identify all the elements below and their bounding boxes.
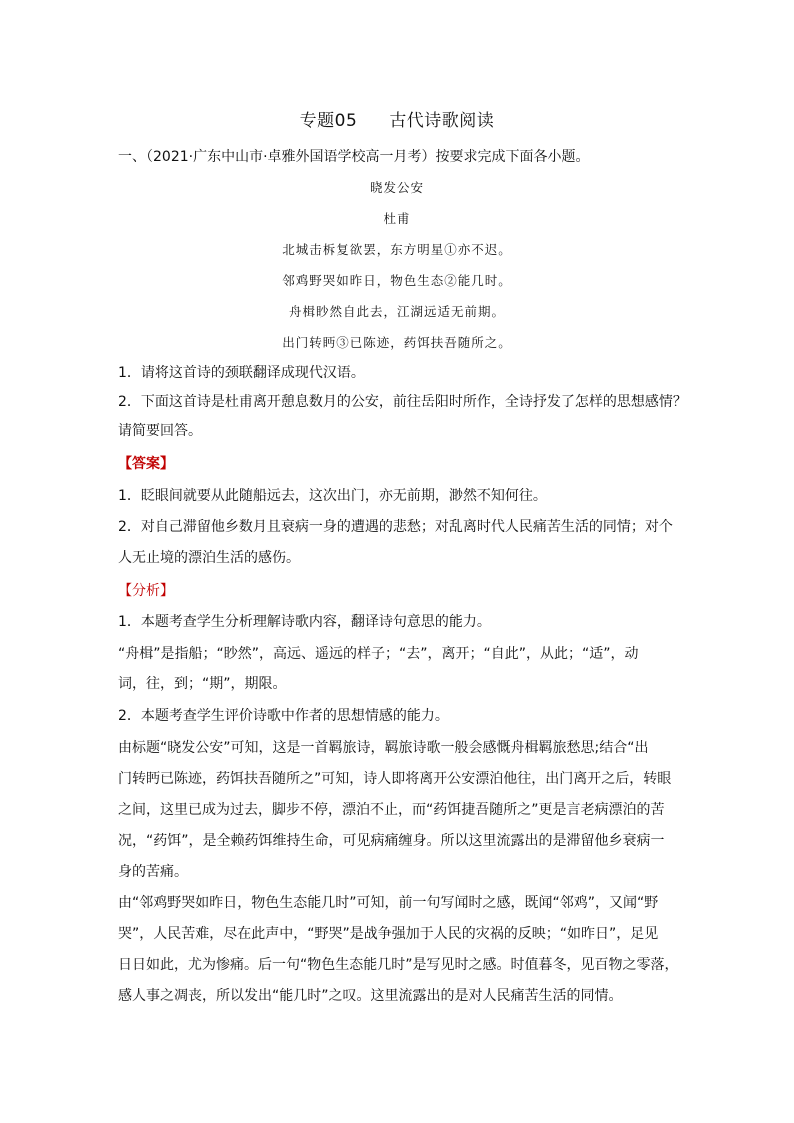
question-1: 1．请将这首诗的颈联翻译成现代汉语。 [118,365,365,381]
analysis-line: “舟楫”是指船；“眇然”，高远、遥远的样子；“去”，离开；“自此”，从此；“适”，动 [118,646,639,662]
question-intro: 一、（2021·广东中山市·卓雅外国语学校高一月考）按要求完成下面各小题。 [118,149,590,165]
poem-line: 出门转眄③已陈迹，药饵扶吾随所之。 [282,335,512,350]
analysis-label: 【分析】 [118,583,174,599]
analysis-line: 之间，这里已成为过去，脚步不停，漂泊不止，而“药饵捷吾随所之”更是言老病漂泊的苦 [118,802,665,818]
answer-2: 2．对自己滞留他乡数月且衰病一身的遭遇的悲愁；对乱离时代人民痛苦生活的同情；对个 [118,519,673,535]
poem-line: 北城击柝复欲罢，东方明星①亦不迟。 [282,242,512,257]
title-topic-name: 古代诗歌阅读 [389,111,495,131]
analysis-line: 由“邻鸡野哭如昨日，物色生态能几时”可知，前一句写闻时之感，既闻“邻鸡”，又闻“野 [118,895,659,911]
analysis-line: 哭”，人民苦难，尽在此声中，“野哭”是战争强加于人民的灾祸的反映；“如昨日”，足见 [118,926,659,942]
answer-2-continued: 人无止境的漂泊生活的感伤。 [118,550,300,566]
answer-label: 【答案】 [118,456,174,472]
poem-title: 晓发公安 [369,180,424,195]
analysis-line: 词，往，到；“期”，期限。 [118,676,287,692]
analysis-line: 况，“药饵”，是全赖药饵维持生命，可见病痛缠身。所以这里流露出的是滞留他乡衰病一 [118,833,665,849]
analysis-line: 1．本题考查学生分析理解诗歌内容，翻译诗句意思的能力。 [118,614,491,630]
poem-line: 舟楫眇然自此去，江湖远适无前期。 [288,304,505,319]
analysis-line: 身的苦痛。 [118,864,188,880]
page-title [0,106,794,131]
poem-author: 杜甫 [383,211,411,226]
analysis-line: 日日如此，尤为惨痛。后一句“物色生态能几时”是写见时之感。时值暮冬，见百物之零落， [118,957,679,973]
analysis-line: 2．本题考查学生评价诗歌中作者的思想情感的能力。 [118,708,449,724]
answer-1: 1．眨眼间就要从此随船远去，这次出门，亦无前期，渺然不知何往。 [118,488,547,504]
poem-line: 邻鸡野哭如昨日，物色生态②能几时。 [282,273,512,288]
question-2-continued: 请简要回答。 [118,423,202,439]
question-2: 2．下面这首诗是杜甫离开憩息数月的公安，前往岳阳时所作，全诗抒发了怎样的思想感情？ [118,394,687,410]
analysis-line: 感人事之凋丧，所以发出“能几时”之叹。这里流露出的是对人民痛苦生活的同情。 [118,988,623,1004]
analysis-line: 由标题“晓发公安”可知，这是一首羁旅诗，羁旅诗歌一般会感慨舟楫羁旅愁思;结合“出 [118,740,649,756]
analysis-line: 门转眄已陈迹，药饵扶吾随所之”可知，诗人即将离开公安漂泊他往，出门离开之后，转眼 [118,771,672,787]
title-topic-number: 专题05 [299,111,358,131]
